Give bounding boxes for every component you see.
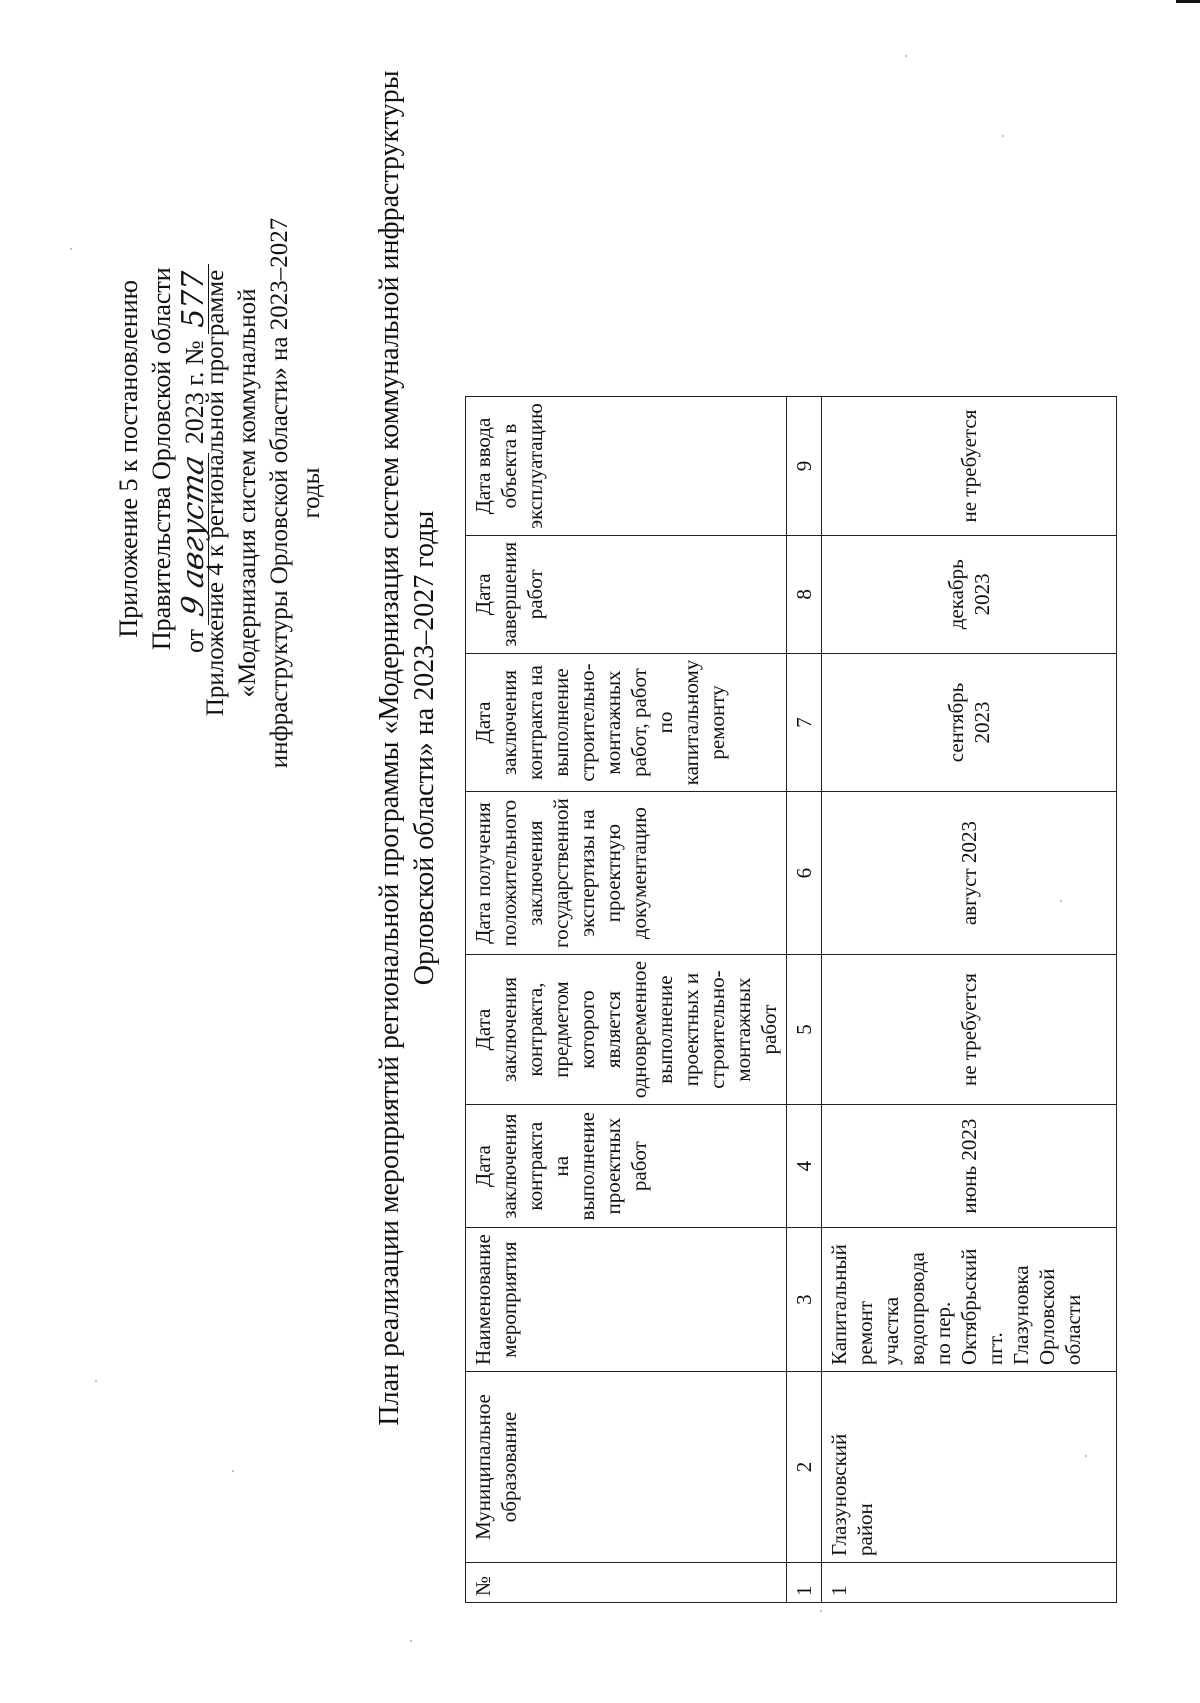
document-title: План реализации мероприятий региональной программы «Модернизация систем коммунальной инфраструктуры Орловской области» на 2023–2027 годы [374,70,440,1426]
commissioning-date-cell: не требуется [822,397,1117,536]
construction-contract-date-cell: сентябрь 2023 [822,653,1117,792]
completion-date-cell: декабрь 2023 [822,535,1117,653]
appendix-5-line-2: Правительства Орловской области [147,267,176,651]
column-number: 2 [787,1372,822,1563]
column-number: 8 [787,535,822,653]
municipality-cell: Глазуновский район [822,1372,1117,1563]
header-cell-combined-contract: Дата заключения контракта, предметом которого является одновременное выполнение проектных и строительно-монтажных работ [466,954,787,1104]
column-number: 3 [787,1228,822,1372]
header-cell-expertise: Дата получения положительного заключения государственной экспертизы на проектную документацию [466,792,787,955]
column-number: 9 [787,397,822,536]
header-cell-number: № [466,1563,787,1603]
header-cell-municipality: Муниципальное образование [466,1372,787,1563]
year-label: 2023 г. № [180,340,209,445]
column-number: 1 [787,1563,822,1603]
appendix-4-caption: Приложение 4 к региональной программе «Модернизация систем коммунальной инфраструктуры Орловской области» на 2023–2027 годы [202,217,325,769]
plan-table [465,396,1117,1603]
from-label: от [180,628,209,653]
header-cell-completion: Дата завершения работ [466,535,787,653]
header-cell-activity: Наименование мероприятия [466,1228,787,1372]
activity-cell: Капитальный ремонт участка водопровода по пер. Октябрьский пгт. Глазуновка Орловской области [822,1228,1117,1372]
handwritten-date: 9 августа [180,448,209,626]
expertise-date-cell: август 2023 [822,792,1117,955]
table-row [822,397,1117,1603]
header-cell-construction-contract: Дата заключения контракта на выполнение строительно-монтажных работ, работ по капитальному ремонту [466,653,787,792]
handwritten-number: 577 [180,264,209,333]
column-number: 4 [787,1105,822,1228]
design-contract-date-cell: июнь 2023 [822,1105,1117,1228]
combined-contract-date-cell: не требуется [822,954,1117,1104]
column-number: 6 [787,792,822,955]
header-row [466,397,787,1603]
header-cell-design-contract: Дата заключения контракта на выполнение проектных работ [466,1105,787,1228]
row-number: 1 [822,1563,1117,1603]
header-cell-commissioning: Дата ввода объекта в эксплуатацию [466,397,787,536]
column-number: 5 [787,954,822,1104]
column-number: 7 [787,653,822,792]
column-number-row [787,397,822,1603]
appendix-5-caption [112,264,211,653]
appendix-5-line-1: Приложение 5 к постановлению [114,279,143,638]
